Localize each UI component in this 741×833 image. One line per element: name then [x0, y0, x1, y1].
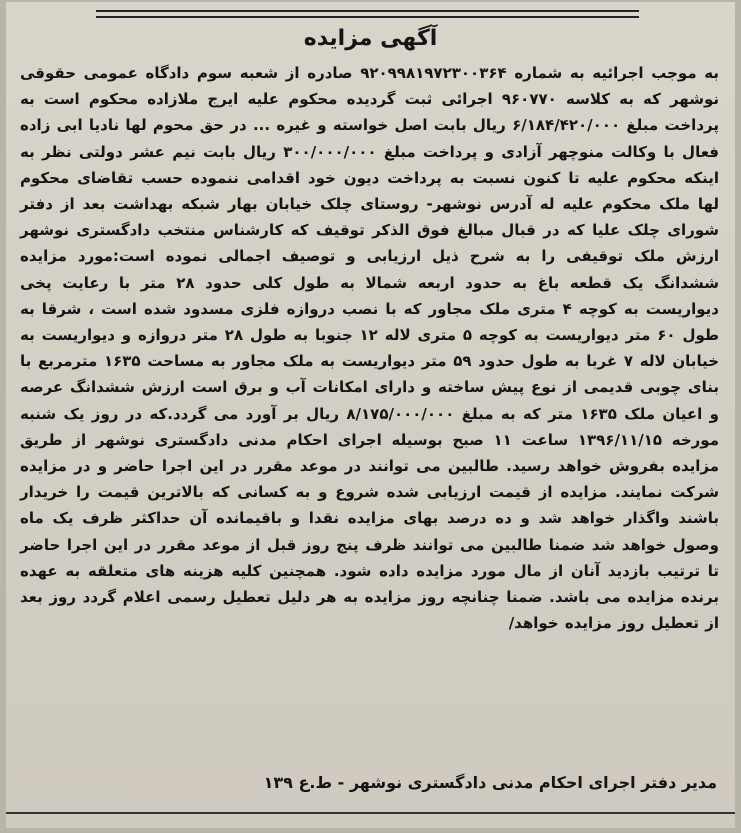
newspaper-clipping	[6, 2, 735, 828]
bottom-divider	[6, 812, 735, 814]
top-divider	[96, 10, 639, 18]
notice-signature: مدیر دفتر اجرای احکام مدنی دادگستری نوشهر - ط.ع ۱۳۹	[263, 773, 717, 792]
notice-body: به موجب اجرائیه به شماره ۹۲۰۹۹۸۱۹۷۲۳۰۰۳۶۴ صادره از شعبه سوم دادگاه عمومی حقوقی نوشهر که به کلاسه ۹۶۰۷۷۰ اجرائی ثبت گردیده محکوم علیه ایرج ملازاده محکوم است به پرداخت مبلغ ۶/۱۸۴/۴۲۰/۰۰۰ ریال بابت اصل خواسته و غیره ... در حق محوم لها نادیا ابی زاده فعال با وکالت منوچهر آزادی و پرداخت مبلغ ۳۰۰/۰۰۰/۰۰۰ ریال بابت نیم عشر دولتی نظر به اینکه محکوم علیه تا کنون نسبت به پرداخت دیون خود اقدامی ننموده حسب تقاضای محکوم لها ملک محکوم علیه له آدرس نوشهر- روستای چلک خیابان بهار شبکه بهداشت بعد از دفتر شورای چلک علیا که در قبال مبالغ فوق الذکر توقیف که کارشناس منتخب دادگستری نوشهر ارزش ملک توقیفی را به شرح ذیل ارزیابی و توصیف اجمالی نموده است:مورد مزایده ششدانگ یک قطعه باغ به حدود اربعه شمالا به طول کلی حدود ۲۸ متر با رعایت پخی دیواریست به کوچه ۴ متری ملک مجاور که با نصب دروازه فلزی مسدود شده است ، شرقا به طول ۶۰ متر دیواریست به کوچه ۵ متری لاله ۱۲ جنوبا به طول ۲۸ متر دروازه و دیواریست به خیابان لاله ۷ غربا به طول حدود ۵۹ متر دیواریست به ملک مجاور به مساحت ۱۶۳۵ مترمربع با بنای چوبی قدیمی از نوع پیش ساخته و دارای امکانات آب و برق است ارزش ششدانگ عرصه و اعیان ملک ۱۶۳۵ متر که به مبلغ ۸/۱۷۵/۰۰۰/۰۰۰ ریال بر آورد می گردد.که در روز یک شنبه مورخه ۱۳۹۶/۱۱/۱۵ ساعت ۱۱ صبح بوسیله اجرای احکام مدنی دادگستری نوشهر از طریق مزایده بفروش خواهد رسید. طالبین می توانند در موعد مقرر در این اجرا حاضر و در مزایده شرکت نمایند. مزایده از قیمت ارزیابی شده شروع و به کسانی که بالاترین قیمت را خریدار باشند واگذار خواهد شد و ده درصد بهای مزایده نقدا و باقیمانده آن حداکثر ظرف یک ماه وصول خواهد شد ضمنا طالبین می توانند ظرف پنج روز قبل از موعد مقرر در این اجرا حاضر تا ترتیب بازدید آنان از مال مورد مزایده داده شود. همچنین کلیه هزینه های متعلقه به عهده برنده مزایده می باشد. ضمنا چنانچه روز مزایده به هر دلیل تعطیل رسمی اعلام گردد روز بعد از تعطیل روز مزایده خواهد/	[20, 64, 720, 633]
notice-title: آگهی مزایده	[303, 26, 438, 51]
